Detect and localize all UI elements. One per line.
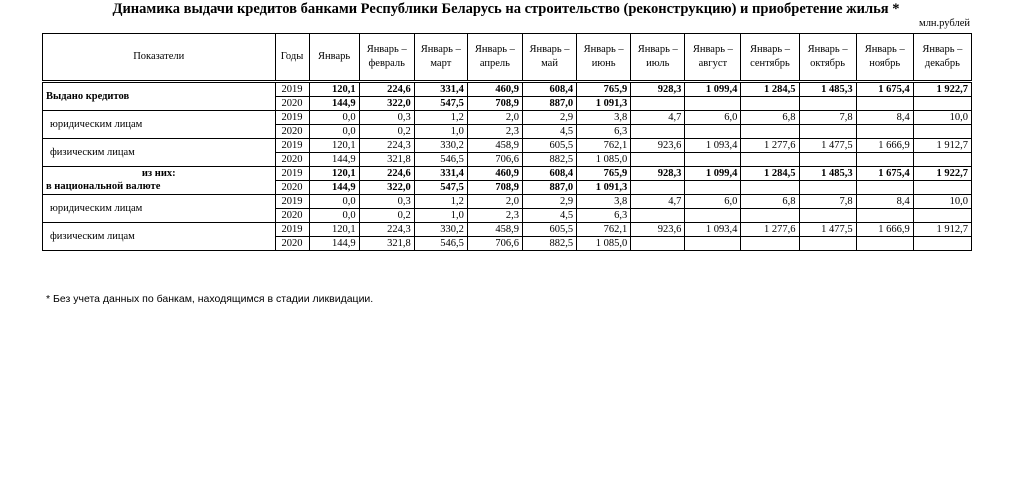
year-cell: 2020 <box>275 237 309 251</box>
value-cell: 1,0 <box>414 125 467 139</box>
value-cell: 765,9 <box>577 167 631 181</box>
value-cell: 460,9 <box>467 167 522 181</box>
header-month: Январь – июнь <box>577 34 631 82</box>
value-cell: 928,3 <box>631 82 685 97</box>
value-cell: 546,5 <box>414 153 467 167</box>
row-label <box>43 139 276 167</box>
value-cell <box>799 181 856 195</box>
value-cell <box>685 125 741 139</box>
table-row <box>43 111 972 125</box>
value-cell: 0,3 <box>359 195 414 209</box>
value-cell: 547,5 <box>414 181 467 195</box>
value-cell: 1,0 <box>414 209 467 223</box>
value-cell: 882,5 <box>522 153 576 167</box>
value-cell: 120,1 <box>309 82 359 97</box>
value-cell: 1 912,7 <box>913 223 971 237</box>
year-cell: 2020 <box>275 97 309 111</box>
value-cell: 1 093,4 <box>685 223 741 237</box>
value-cell <box>856 209 913 223</box>
value-cell <box>741 125 799 139</box>
value-cell <box>685 153 741 167</box>
value-cell: 1 666,9 <box>856 139 913 153</box>
value-cell: 887,0 <box>522 181 576 195</box>
year-cell: 2020 <box>275 181 309 195</box>
value-cell <box>799 153 856 167</box>
value-cell: 7,8 <box>799 195 856 209</box>
value-cell: 1 477,5 <box>799 139 856 153</box>
value-cell: 762,1 <box>577 139 631 153</box>
header-month: Январь – октябрь <box>799 34 856 82</box>
year-cell: 2019 <box>275 195 309 209</box>
value-cell <box>741 209 799 223</box>
value-cell: 547,5 <box>414 97 467 111</box>
row-label-text: юридическим лицам <box>50 119 143 130</box>
value-cell: 0,2 <box>359 125 414 139</box>
value-cell: 144,9 <box>309 181 359 195</box>
value-cell: 605,5 <box>522 139 576 153</box>
value-cell: 8,4 <box>856 111 913 125</box>
value-cell: 1 277,6 <box>741 139 799 153</box>
value-cell: 224,6 <box>359 167 414 181</box>
row-label-text: физическим лицам <box>50 147 135 158</box>
header-month: Январь <box>309 34 359 82</box>
value-cell: 0,3 <box>359 111 414 125</box>
row-label <box>43 195 276 223</box>
value-cell: 460,9 <box>467 82 522 97</box>
table-row <box>43 195 972 209</box>
value-cell <box>856 181 913 195</box>
value-cell: 120,1 <box>309 139 359 153</box>
value-cell: 1 675,4 <box>856 82 913 97</box>
value-cell: 605,5 <box>522 223 576 237</box>
value-cell: 2,3 <box>467 125 522 139</box>
value-cell: 321,8 <box>359 237 414 251</box>
value-cell: 2,3 <box>467 209 522 223</box>
value-cell: 0,0 <box>309 125 359 139</box>
value-cell: 708,9 <box>467 181 522 195</box>
value-cell: 8,4 <box>856 195 913 209</box>
value-cell <box>856 153 913 167</box>
value-cell: 322,0 <box>359 97 414 111</box>
value-cell: 120,1 <box>309 167 359 181</box>
value-cell: 0,0 <box>309 111 359 125</box>
row-label-text: в национальной валюте <box>46 181 161 192</box>
value-cell <box>631 153 685 167</box>
value-cell: 1 477,5 <box>799 223 856 237</box>
table-row <box>43 167 972 181</box>
row-note: из них: <box>141 168 176 179</box>
value-cell: 1,2 <box>414 195 467 209</box>
value-cell: 1 091,3 <box>577 97 631 111</box>
value-cell: 331,4 <box>414 167 467 181</box>
value-cell: 2,9 <box>522 195 576 209</box>
row-label <box>43 111 276 139</box>
value-cell: 321,8 <box>359 153 414 167</box>
table-row <box>43 139 972 153</box>
value-cell: 144,9 <box>309 237 359 251</box>
value-cell: 1 099,4 <box>685 167 741 181</box>
value-cell <box>913 209 971 223</box>
value-cell: 6,3 <box>577 209 631 223</box>
value-cell: 2,0 <box>467 195 522 209</box>
value-cell <box>856 237 913 251</box>
value-cell <box>631 181 685 195</box>
value-cell: 10,0 <box>913 195 971 209</box>
value-cell: 331,4 <box>414 82 467 97</box>
value-cell: 4,5 <box>522 209 576 223</box>
header-indicator: Показатели <box>43 34 276 82</box>
value-cell: 6,8 <box>741 195 799 209</box>
year-cell: 2020 <box>275 125 309 139</box>
credit-table <box>42 33 972 251</box>
value-cell <box>685 97 741 111</box>
table-row <box>43 82 972 97</box>
value-cell: 546,5 <box>414 237 467 251</box>
value-cell: 1 485,3 <box>799 82 856 97</box>
value-cell: 330,2 <box>414 139 467 153</box>
value-cell: 6,3 <box>577 125 631 139</box>
value-cell: 2,9 <box>522 111 576 125</box>
value-cell: 458,9 <box>467 139 522 153</box>
value-cell: 0,0 <box>309 209 359 223</box>
value-cell: 224,6 <box>359 82 414 97</box>
table-body <box>43 82 972 251</box>
value-cell: 706,6 <box>467 237 522 251</box>
value-cell <box>913 97 971 111</box>
value-cell <box>799 97 856 111</box>
value-cell: 1 284,5 <box>741 167 799 181</box>
value-cell: 608,4 <box>522 167 576 181</box>
header-month: Январь – сентябрь <box>741 34 799 82</box>
row-label-text: физическим лицам <box>50 231 135 242</box>
value-cell <box>856 97 913 111</box>
value-cell: 708,9 <box>467 97 522 111</box>
value-cell: 1 093,4 <box>685 139 741 153</box>
table-row <box>43 223 972 237</box>
value-cell: 923,6 <box>631 139 685 153</box>
value-cell <box>685 181 741 195</box>
value-cell: 1 922,7 <box>913 82 971 97</box>
value-cell: 1 922,7 <box>913 167 971 181</box>
year-cell: 2019 <box>275 111 309 125</box>
value-cell: 6,8 <box>741 111 799 125</box>
row-label-text: юридическим лицам <box>50 203 143 214</box>
value-cell: 6,0 <box>685 111 741 125</box>
value-cell: 224,3 <box>359 223 414 237</box>
header-month: Январь – май <box>522 34 576 82</box>
value-cell: 120,1 <box>309 223 359 237</box>
year-cell: 2019 <box>275 167 309 181</box>
value-cell: 330,2 <box>414 223 467 237</box>
value-cell <box>685 237 741 251</box>
value-cell: 928,3 <box>631 167 685 181</box>
value-cell <box>913 125 971 139</box>
value-cell: 3,8 <box>577 195 631 209</box>
value-cell: 1 485,3 <box>799 167 856 181</box>
value-cell <box>741 181 799 195</box>
year-cell: 2019 <box>275 82 309 97</box>
value-cell: 1 284,5 <box>741 82 799 97</box>
value-cell <box>799 237 856 251</box>
value-cell: 458,9 <box>467 223 522 237</box>
value-cell: 2,0 <box>467 111 522 125</box>
value-cell: 224,3 <box>359 139 414 153</box>
value-cell: 1 085,0 <box>577 153 631 167</box>
value-cell: 1,2 <box>414 111 467 125</box>
value-cell: 706,6 <box>467 153 522 167</box>
value-cell <box>741 97 799 111</box>
header-month: Январь – март <box>414 34 467 82</box>
year-cell: 2019 <box>275 139 309 153</box>
units-label: млн.рублей <box>919 18 970 29</box>
header-month: Январь – апрель <box>467 34 522 82</box>
value-cell: 10,0 <box>913 111 971 125</box>
value-cell <box>631 209 685 223</box>
value-cell <box>685 209 741 223</box>
value-cell: 1 277,6 <box>741 223 799 237</box>
value-cell: 144,9 <box>309 97 359 111</box>
value-cell: 3,8 <box>577 111 631 125</box>
row-label <box>43 167 276 195</box>
year-cell: 2019 <box>275 223 309 237</box>
value-cell: 1 666,9 <box>856 223 913 237</box>
value-cell: 1 099,4 <box>685 82 741 97</box>
row-label <box>43 223 276 251</box>
value-cell: 322,0 <box>359 181 414 195</box>
footnote: * Без учета данных по банкам, находящимся в стадии ликвидации. <box>46 293 374 305</box>
page-title: Динамика выдачи кредитов банками Республики Беларусь на строительство (реконструкцию) и приобретение жилья * <box>112 1 900 17</box>
header-month: Январь – февраль <box>359 34 414 82</box>
value-cell: 4,5 <box>522 125 576 139</box>
value-cell: 1 091,3 <box>577 181 631 195</box>
value-cell: 144,9 <box>309 153 359 167</box>
value-cell: 608,4 <box>522 82 576 97</box>
value-cell <box>741 153 799 167</box>
value-cell: 882,5 <box>522 237 576 251</box>
value-cell: 1 085,0 <box>577 237 631 251</box>
value-cell <box>631 125 685 139</box>
value-cell: 887,0 <box>522 97 576 111</box>
value-cell: 923,6 <box>631 223 685 237</box>
value-cell: 7,8 <box>799 111 856 125</box>
header-years: Годы <box>275 34 309 82</box>
row-label <box>43 82 276 111</box>
value-cell: 6,0 <box>685 195 741 209</box>
value-cell: 1 912,7 <box>913 139 971 153</box>
year-cell: 2020 <box>275 153 309 167</box>
value-cell <box>631 97 685 111</box>
value-cell: 0,2 <box>359 209 414 223</box>
value-cell <box>913 153 971 167</box>
value-cell: 765,9 <box>577 82 631 97</box>
value-cell: 0,0 <box>309 195 359 209</box>
row-label-text: Выдано кредитов <box>46 91 130 102</box>
value-cell: 1 675,4 <box>856 167 913 181</box>
value-cell <box>799 209 856 223</box>
value-cell <box>856 125 913 139</box>
value-cell: 4,7 <box>631 195 685 209</box>
value-cell <box>913 181 971 195</box>
value-cell <box>631 237 685 251</box>
year-cell: 2020 <box>275 209 309 223</box>
header-month: Январь – август <box>685 34 741 82</box>
value-cell <box>741 237 799 251</box>
value-cell <box>799 125 856 139</box>
header-month: Январь – июль <box>631 34 685 82</box>
value-cell: 4,7 <box>631 111 685 125</box>
header-month: Январь – ноябрь <box>856 34 913 82</box>
value-cell <box>913 237 971 251</box>
value-cell: 762,1 <box>577 223 631 237</box>
header-row <box>43 34 972 82</box>
header-month: Январь – декабрь <box>913 34 971 82</box>
